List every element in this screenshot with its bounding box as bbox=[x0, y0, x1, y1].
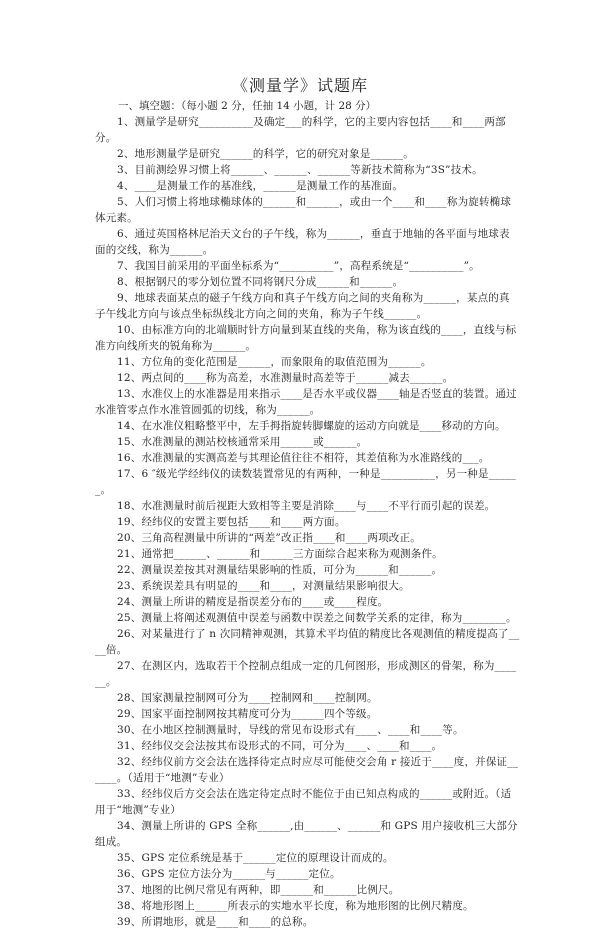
question-item: 32、经纬仪前方交会法在选择待定点时应尽可能使交会角 r 接近于____度，并保证______。（适用于“地测”专业） bbox=[95, 756, 519, 784]
question-item: 17、6 ″级光学经纬仪的读数装置常见的有两种，一种是__________，另一种是______。 bbox=[95, 468, 516, 496]
question-item: 35、GPS 定位系统是基于______定位的原理设计而成的。 bbox=[117, 852, 394, 864]
question-item: 13、水准仪上的水准器是用来指示____是否水平或仪器____轴是否竖直的装置。通过水准管零点作水准管圆弧的切线，称为______。 bbox=[95, 388, 517, 416]
question-item: 20、三角高程测量中所讲的“两差”改正指____和____两项改正。 bbox=[117, 532, 421, 544]
question-item: 6、通过英国格林尼治天文台的子午线，称为______，垂直于地轴的各平面与地球表面的交线，称为______。 bbox=[95, 228, 510, 256]
question-item: 23、系统误差具有明显的____和____，对测量结果影响很大。 bbox=[117, 580, 410, 592]
question-item: 22、测量误差按其对测量结果影响的性质，可分为______和______。 bbox=[117, 564, 443, 576]
question-item: 36、GPS 定位方法分为______与______定位。 bbox=[117, 868, 341, 880]
question-item: 2、地形测量学是研究______的科学，它的研究对象是______。 bbox=[117, 148, 414, 160]
question-item: 9、地球表面某点的磁子午线方向和真子午线方向之间的夹角称为______，某点的真子午线北方向与该点坐标纵线北方向之间的夹角，称为子午线______。 bbox=[95, 292, 510, 320]
question-item: 21、通常把______、______和______三方面综合起来称为观测条件。 bbox=[117, 548, 443, 560]
question-item: 4、____是测量工作的基准线，______是测量工作的基准面。 bbox=[117, 180, 404, 192]
question-item: 28、国家测量控制网可分为____控制网和____控制网。 bbox=[117, 692, 378, 704]
question-item: 19、经纬仪的安置主要包括____和____两方面。 bbox=[117, 516, 346, 528]
page-title: 《测量学》试题库 bbox=[231, 76, 368, 95]
question-list bbox=[95, 114, 520, 930]
question-item: 27、在测区内，选取若干个控制点组成一定的几何图形，形成测区的骨架，称为______。 bbox=[95, 660, 517, 688]
question-item: 12、两点间的____称为高差，水准测量时高差等于______减去______。 bbox=[117, 372, 454, 384]
question-item: 24、测量上所讲的精度是指误差分布的____或____程度。 bbox=[117, 596, 389, 608]
question-item: 11、方位角的变化范围是______，而象限角的取值范围为______。 bbox=[117, 356, 432, 368]
question-item: 15、水准测量的测站校核通常采用______或______。 bbox=[117, 436, 368, 448]
question-item: 33、经纬仪后方交会法在选定待定点时不能位于由已知点构成的______或附近。（适用于“地测”专业） bbox=[95, 788, 512, 816]
question-item: 34、测量上所讲的 GPS 全称______,由______、______和 GPS 用户接收机三大部分组成。 bbox=[95, 820, 518, 848]
question-item: 38、将地形图上______所表示的实地水平长度，称为地形图的比例尺精度。 bbox=[117, 900, 474, 912]
question-item: 30、在小地区控制测量时，导线的常见布设形式有____、____和____等。 bbox=[117, 724, 464, 736]
question-item: 16、水准测量的实测高差与其理论值往往不相符，其差值称为水准路线的___。 bbox=[117, 452, 490, 464]
question-item: 5、人们习惯上将地球椭球体的______和______，或由一个____和____称为旋转椭球体元素。 bbox=[95, 196, 512, 224]
question-item: 37、地图的比例尺常见有两种，即______和______比例尺。 bbox=[117, 884, 400, 896]
question-item: 3、目前测绘界习惯上将______、______、______等新技术简称为“3S”技术。 bbox=[117, 164, 483, 176]
question-item: 31、经纬仪交会法按其布设形式的不同，可分为____、____和____。 bbox=[117, 740, 443, 752]
question-item: 18、水准测量时前后视距大致相等主要是消除____与____不平行而引起的误差。 bbox=[117, 500, 496, 512]
question-item: 8、根据钢尺的零分划位置不同将钢尺分成______和______。 bbox=[117, 276, 404, 288]
question-item: 29、国家平面控制网按其精度可分为______四个等级。 bbox=[117, 708, 378, 720]
question-item: 14、在水准仪粗略整平中，左手拇指旋转脚螺旋的运动方向就是____移动的方向。 bbox=[117, 420, 506, 432]
question-item: 26、对某量进行了 n 次同精神观测，其算术平均值的精度比各观测值的精度提高了____倍。 bbox=[95, 628, 520, 656]
question-item: 7、我国目前采用的平面坐标系为“__________”，高程系统是“__________”。 bbox=[117, 260, 480, 272]
question-item: 10、由标准方向的北端顺时针方向量到某直线的夹角，称为该直线的____，直线与标准方向线所夹的锐角称为______。 bbox=[95, 324, 517, 352]
section-heading: 一、填空题：（每小题 2 分，任抽 14 小题，计 28 分） bbox=[118, 100, 377, 112]
question-item: 39、所谓地形，就是____和____的总称。 bbox=[117, 916, 314, 928]
question-item: 1、测量学是研究__________及确定___的科学，它的主要内容包括____和____两部分。 bbox=[95, 116, 506, 144]
question-item: 25、测量上将阐述观测值中误差与函数中误差之间数学关系的定律，称为________。 bbox=[117, 612, 517, 624]
